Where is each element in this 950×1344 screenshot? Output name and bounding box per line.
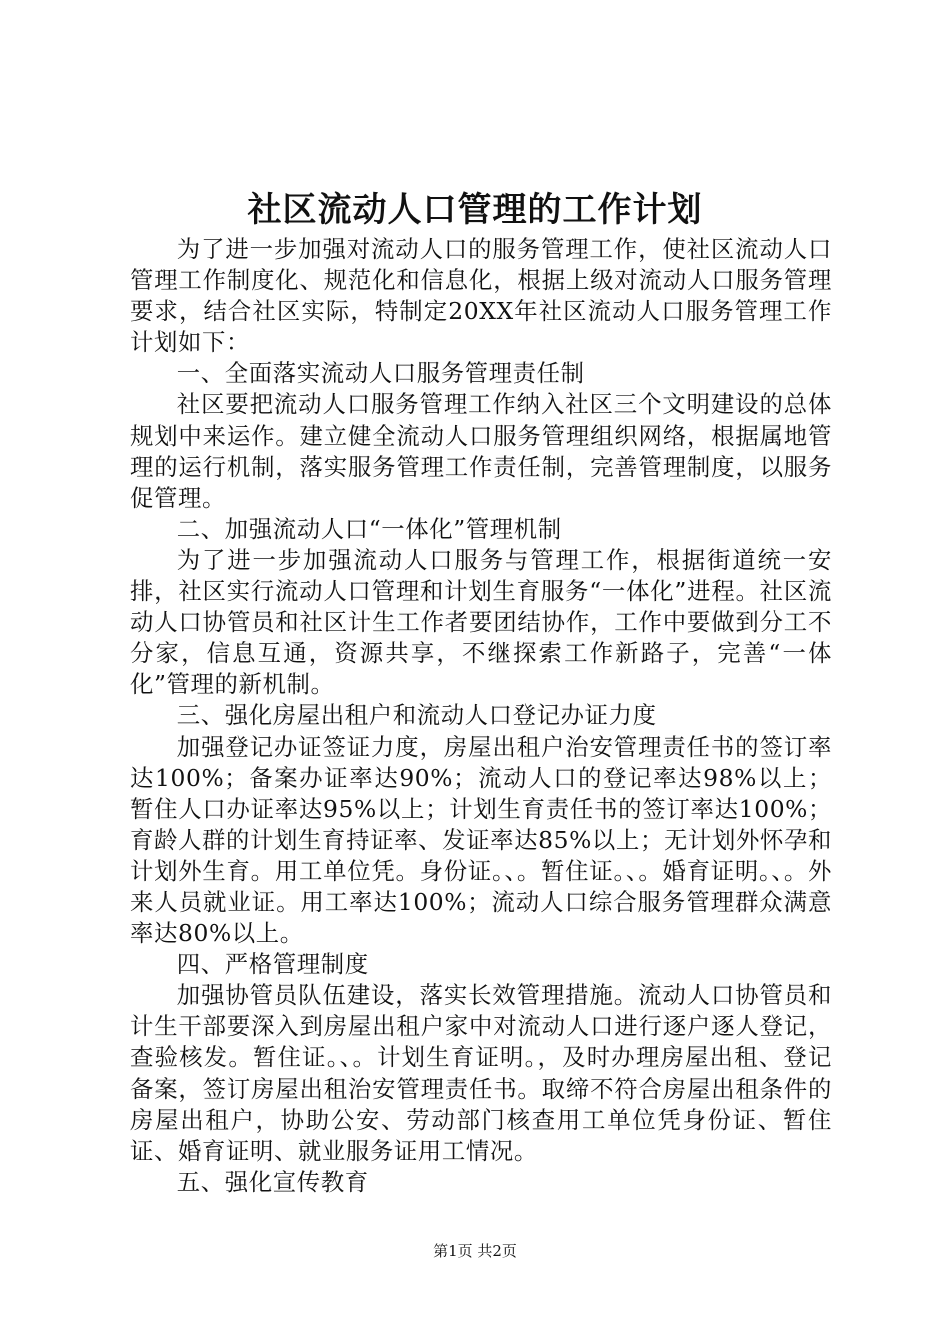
intro-paragraph: 为了进一步加强对流动人口的服务管理工作，使社区流动人口管理工作制度化、规范化和信息化，根据上级对流动人口服务管理要求，结合社区实际，特制定20XX年社区流动人口服务管理工作计划如下：: [130, 235, 832, 357]
section-4-paragraph: 加强协管员队伍建设，落实长效管理措施。流动人口协管员和计生干部要深入到房屋出租户家中对流动人口进行逐户逐人登记，查验核发。暂住证。、。计划生育证明。，及时办理房屋出租、登记备案，签订房屋出租治安管理责任书。取缔不符合房屋出租条件的房屋出租户，协助公安、劳动部门核查用工单位凭身份证、暂住证、婚育证明、就业服务证用工情况。: [130, 981, 832, 1165]
section-1-paragraph: 社区要把流动人口服务管理工作纳入社区三个文明建设的总体规划中来运作。建立健全流动人口服务管理组织网络，根据属地管理的运行机制，落实服务管理工作责任制，完善管理制度，以服务促管理。: [130, 390, 832, 512]
section-1-heading: 一、全面落实流动人口服务管理责任制: [176, 359, 585, 388]
section-3-paragraph: 加强登记办证签证力度，房屋出租户治安管理责任书的签订率达100%；备案办证率达90%；流动人口的登记率达98%以上；暂住人口办证率达95%以上；计划生育责任书的签订率达100%；育龄人群的计划生育持证率、发证率达85%以上；无计划外怀孕和计划外生育。用工单位凭。身份证。、。暂住证。、。婚育证明。、。外来人员就业证。用工率达100%；流动人口综合服务管理群众满意率达80%以上。: [130, 732, 832, 948]
section-4-heading: 四、严格管理制度: [176, 950, 369, 979]
section-5-heading: 五、强化宣传教育: [176, 1167, 369, 1196]
section-3-heading: 三、强化房屋出租户和流动人口登记办证力度: [176, 701, 657, 730]
document-body: [130, 234, 832, 1198]
document-title: 社区流动人口管理的工作计划: [247, 190, 703, 230]
page-footer: 第1页 共2页: [433, 1242, 517, 1260]
section-2-paragraph: 为了进一步加强流动人口服务与管理工作，根据街道统一安排，社区实行流动人口管理和计划生育服务“一体化”进程。社区流动人口协管员和社区计生工作者要团结协作，工作中要做到分工不分家，信息互通，资源共享，不继探索工作新路子，完善“一体化”管理的新机制。: [130, 545, 832, 699]
section-2-heading: 二、加强流动人口“一体化”管理机制: [176, 514, 562, 543]
